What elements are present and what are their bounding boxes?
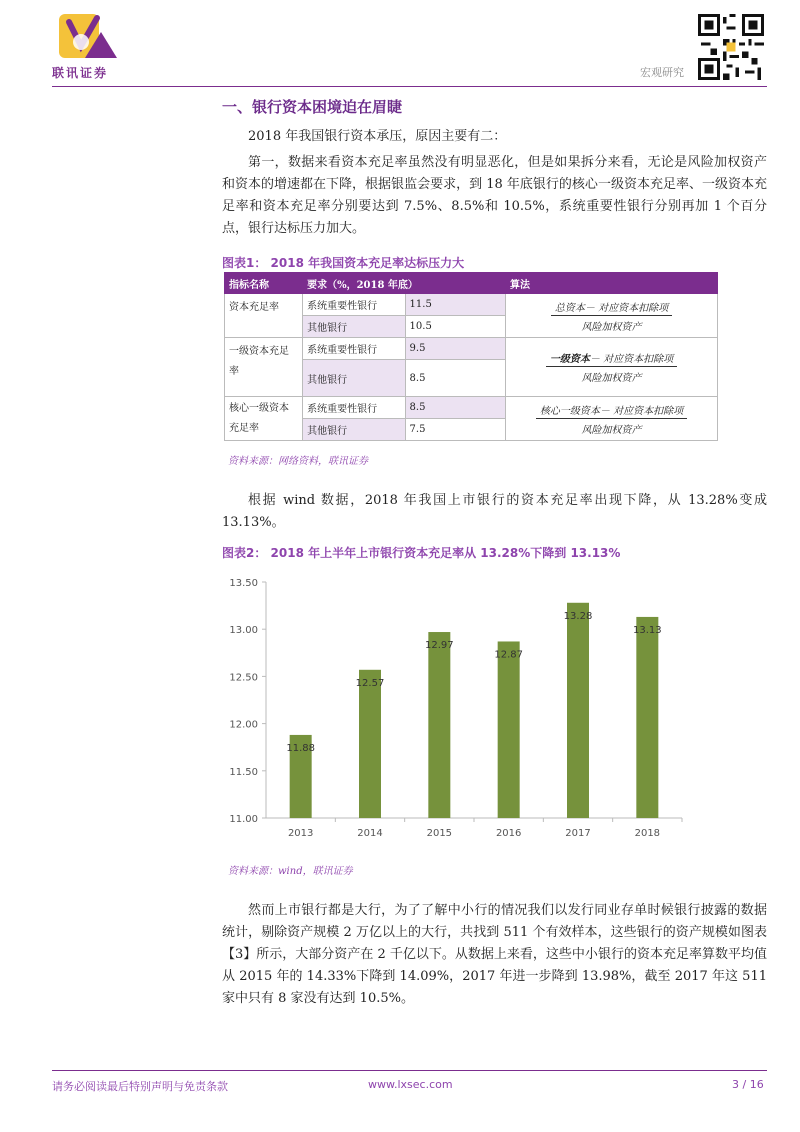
paragraph-intro: 2018 年我国银行资本承压，原因主要有二：: [248, 129, 507, 144]
data-label: 12.97: [425, 640, 454, 652]
requirement-value: 7.5: [405, 419, 505, 441]
x-tick-label: 2013: [287, 828, 314, 839]
bar: [359, 670, 381, 818]
formula-cell: [505, 338, 717, 397]
page-number: 3 / 16: [732, 1078, 764, 1091]
qr-code-icon: [698, 14, 764, 80]
x-tick-label: 2015: [426, 828, 453, 839]
brand-name: 联讯证券: [52, 66, 109, 80]
bar: [428, 632, 450, 818]
company-logo: [55, 12, 121, 62]
table-header-row: [225, 273, 718, 294]
y-tick-label: 12.50: [229, 672, 258, 684]
bank-type: 系统重要性银行: [303, 294, 405, 316]
indicator-name: 资本充足率: [225, 294, 303, 338]
formula-numerator-bold: 一级资本: [549, 354, 590, 365]
table-header-cell: 要求（%，2018 年底）: [303, 273, 506, 294]
requirement-value: 10.5: [405, 316, 505, 338]
formula-numerator-rest: － 对应资本扣除项: [589, 354, 674, 365]
x-tick-label: 2018: [634, 828, 661, 839]
formula-numerator: 核心一级资本－ 对应资本扣除项: [536, 402, 687, 419]
y-tick-label: 11.00: [229, 814, 258, 825]
data-label: 12.87: [494, 649, 523, 661]
data-label: 13.13: [633, 624, 662, 636]
x-tick-label: 2014: [357, 828, 383, 839]
table-header-cell: 指标名称: [225, 273, 303, 294]
bar: [498, 641, 520, 818]
y-tick-label: 13.50: [229, 578, 258, 589]
x-tick-label: 2017: [565, 828, 591, 839]
requirement-value: 8.5: [405, 397, 505, 419]
formula-cell: [505, 397, 717, 441]
bar: [636, 617, 658, 818]
requirement-value: 9.5: [405, 338, 505, 360]
figure2-title: 图表2： 2018 年上半年上市银行资本充足率从 13.28%下降到 13.13%: [222, 546, 621, 560]
table-row: [225, 294, 718, 316]
paragraph-small-banks: 然而上市银行都是大行，为了了解中小行的情况我们以发行同业存单时候银行披露的数据统计，剔除资产规模 2 万亿以上的大行，共找到 511 个有效样本，这些银行的资产规模如图表【3】所示，大部分资产在 2 千亿以下。从数据上来看，这些中小银行的资本充足率算数平均值从 2015 年的 14.33%下降到 14.09%，2017 年进一步降到 13.98%，截至 2017 年这 511 家中只有 8 家没有达到 10.5%。: [222, 903, 767, 1006]
bank-type: 其他银行: [303, 360, 405, 397]
bank-type: 其他银行: [303, 316, 405, 338]
formula-denominator: 风险加权资产: [581, 373, 642, 384]
bar-chart: [222, 568, 692, 848]
formula-numerator: 总资本－ 对应资本扣除项: [551, 299, 672, 316]
section-title: 一、银行资本困境迫在眉睫: [222, 98, 403, 116]
x-tick-label: 2016: [495, 828, 522, 839]
bar: [567, 603, 589, 818]
formula-numerator: [546, 350, 677, 367]
bank-type: 系统重要性银行: [303, 397, 405, 419]
capital-requirement-table: [224, 272, 718, 441]
paragraph-first-reason: 第一，数据来看资本充足率虽然没有明显恶化，但是如果拆分来看，无论是风险加权资产和资本的增速都在下降，根据银监会要求，到 18 年底银行的核心一级资本充足率、一级资本充足率和资本充足率分别要达到 7.5%、8.5%和 10.5%，系统重要性银行分别再加 1 个百分点，银行达标压力加大。: [222, 155, 767, 236]
bank-type: 其他银行: [303, 419, 405, 441]
bank-type: 系统重要性银行: [303, 338, 405, 360]
table-row: [225, 397, 718, 419]
data-label: 13.28: [563, 610, 593, 622]
requirement-value: 11.5: [405, 294, 505, 316]
figure2-source: 资料来源：wind，联讯证券: [228, 866, 353, 877]
formula-cell: [505, 294, 717, 338]
indicator-name: 一级资本充足率: [225, 338, 303, 397]
indicator-name: 核心一级资本充足率: [225, 397, 303, 441]
y-tick-label: 12.00: [229, 719, 258, 731]
footer-disclaimer[interactable]: 请务必阅读最后特别声明与免责条款: [52, 1080, 228, 1093]
report-category: 宏观研究: [640, 66, 684, 79]
table-header-cell: 算法: [505, 273, 717, 294]
footer-website-link[interactable]: www.lxsec.com: [368, 1078, 453, 1091]
data-label: 11.88: [286, 742, 315, 754]
paragraph-wind-data: 根据 wind 数据，2018 年我国上市银行的资本充足率出现下降，从 13.28%变成 13.13%。: [222, 493, 767, 530]
formula-denominator: 风险加权资产: [581, 321, 642, 333]
table-row: [225, 338, 718, 360]
table1-title: 图表1： 2018 年我国资本充足率达标压力大: [222, 256, 465, 270]
y-tick-label: 13.00: [229, 625, 258, 637]
data-label: 12.57: [355, 677, 385, 689]
requirement-value: 8.5: [405, 360, 505, 397]
y-tick-label: 11.50: [229, 766, 258, 778]
formula-denominator: 风险加权资产: [581, 424, 642, 436]
header-divider: [52, 86, 767, 87]
table1-source: 资料来源：网络资料，联讯证券: [228, 456, 368, 467]
footer-divider: [52, 1070, 767, 1071]
